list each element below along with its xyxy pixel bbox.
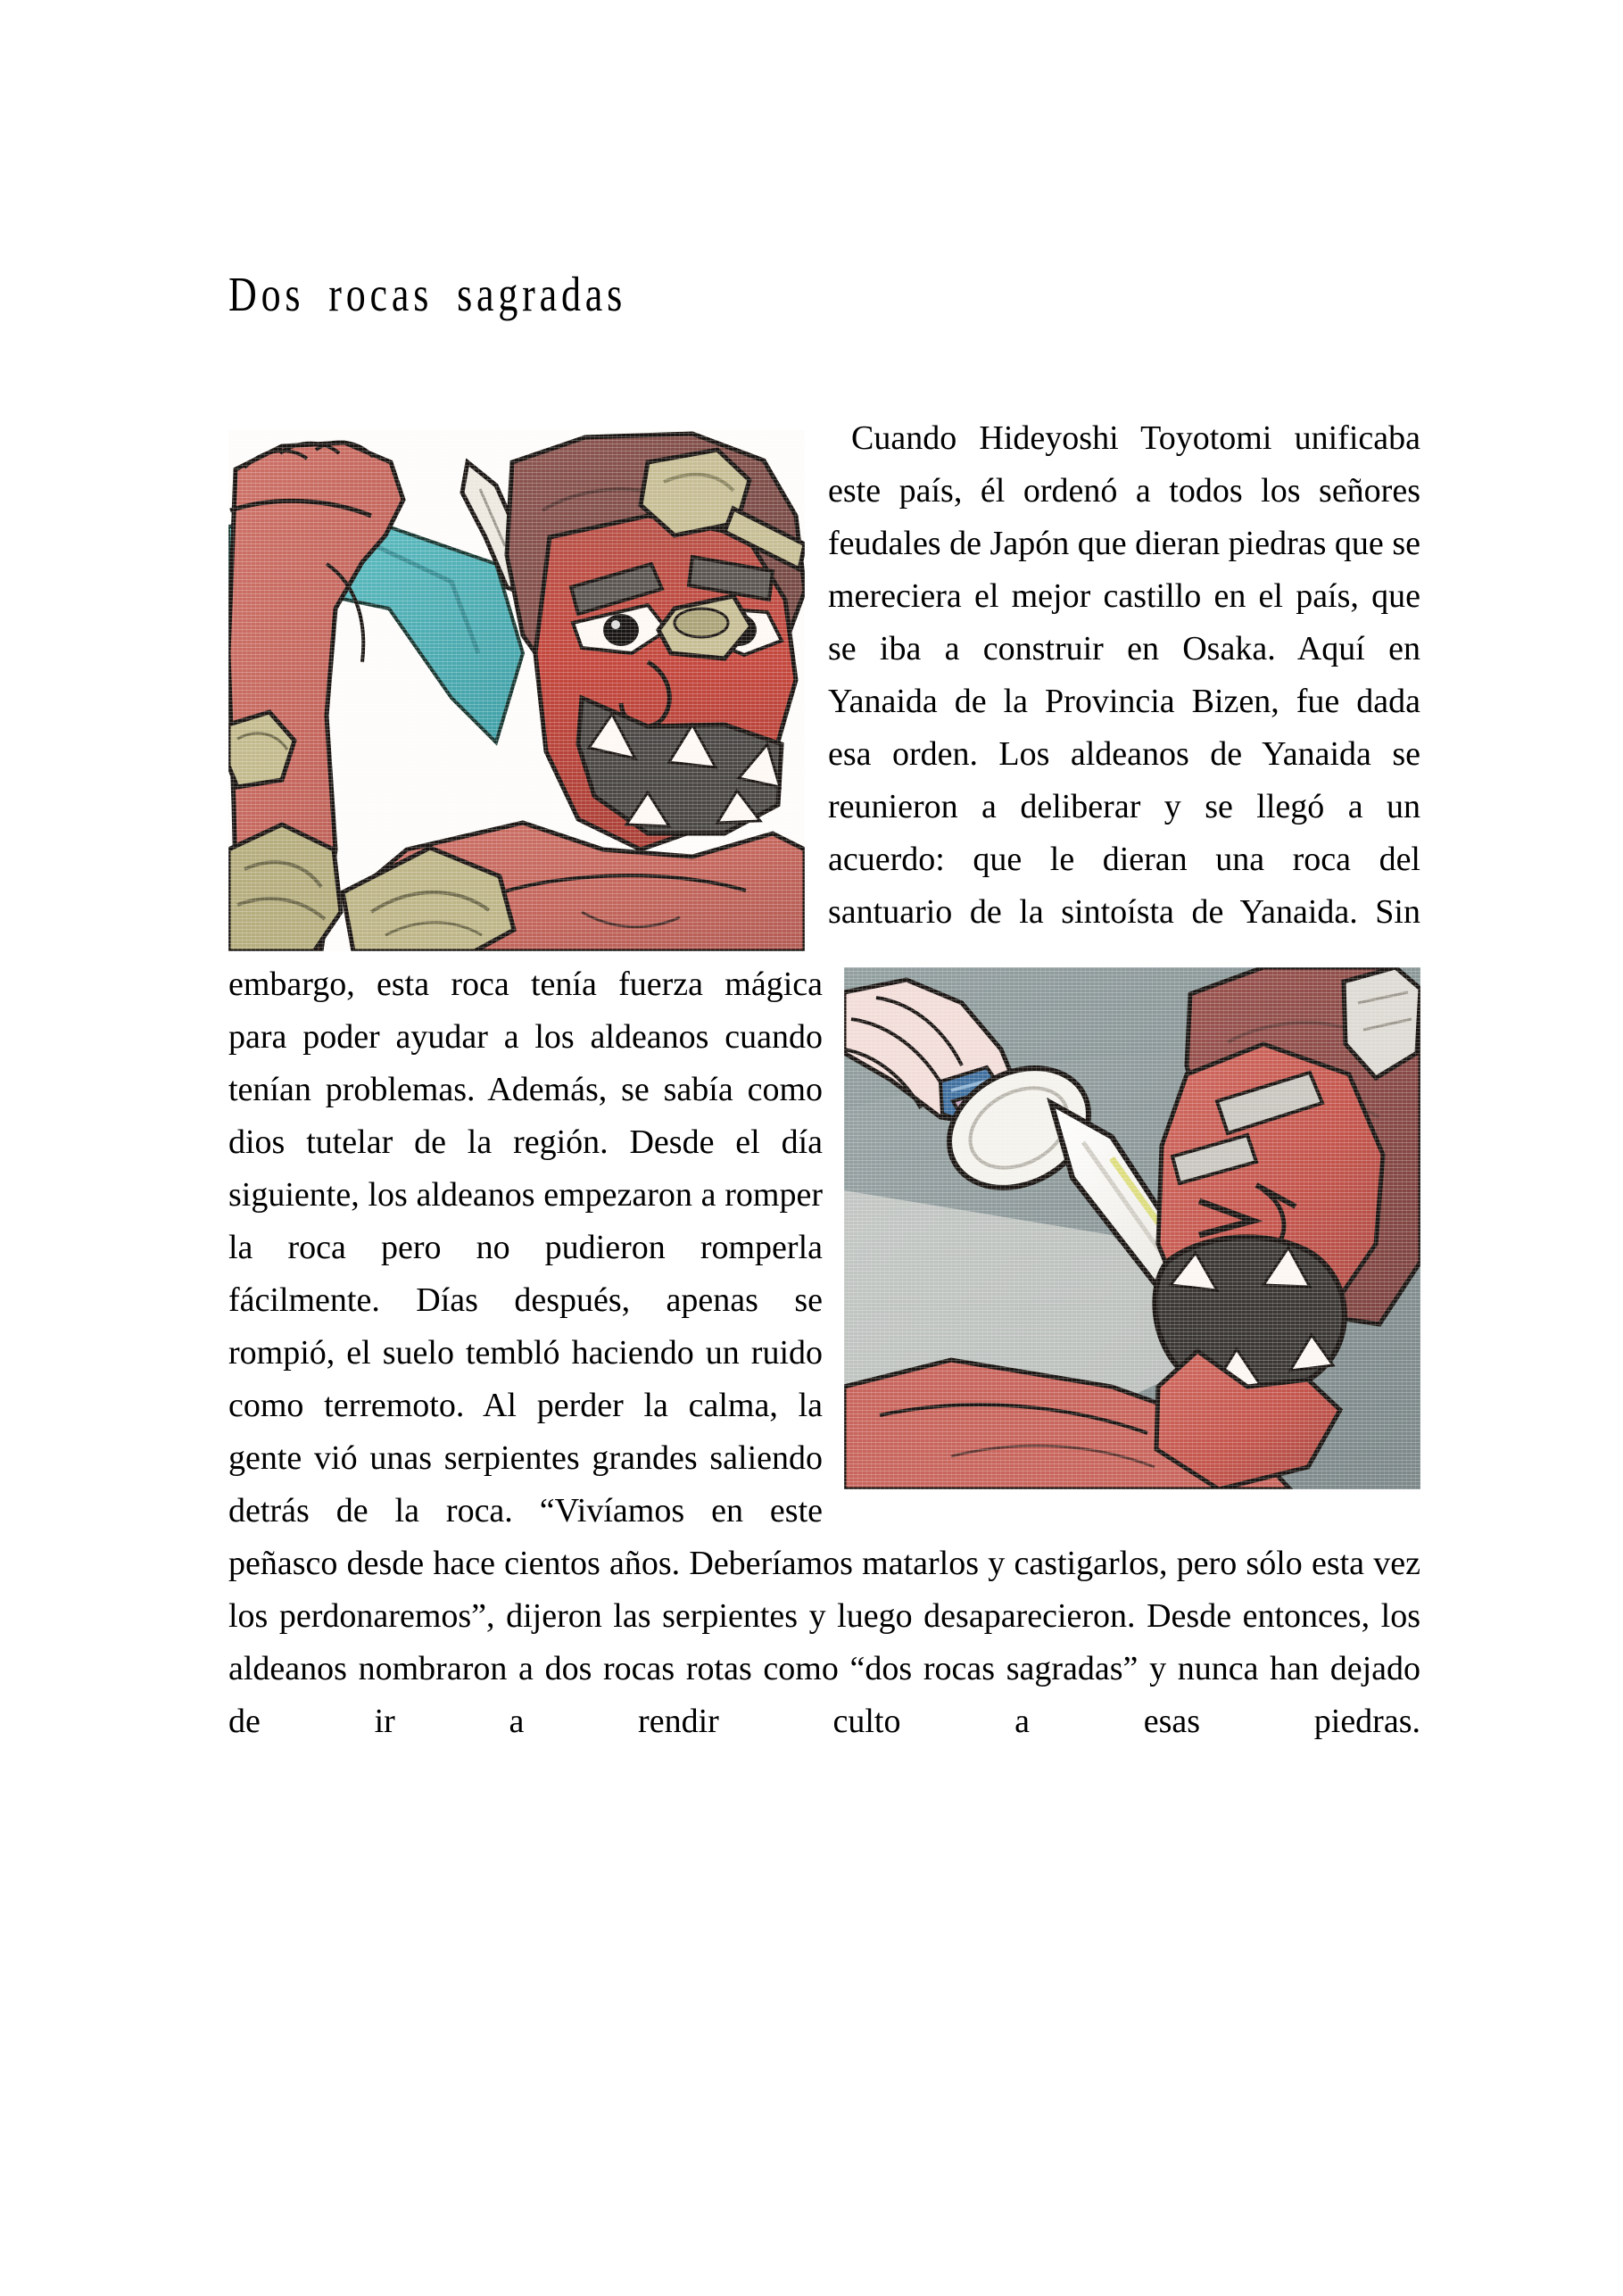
story-paragraph-text: Cuando Hideyoshi Toyotomi unificaba este país, él ordenó a todos los señores feudales de Japón que dieran piedras que se mereciera el mejor castillo en el país, que se iba a construir en Osaka. Aquí en Yanaida de la Provincia Bizen, fue dada esa orden. Los aldeanos de Yanaida se reunieron a deliberar y se llegó a un acuerdo: que le dieran una roca del santuario de la sintoísta de Yanaida. Sin embargo, esta roca tenía fuerza mágica para poder ayudar a los aldeanos cuando tenían problemas. Además, se sabía como dios tutelar de la región. Desde el día siguiente, los aldeanos empezaron a romper la roca pero no pudieron romperla fácilmente. Días después, apenas se rompió, el suelo tembló haciendo un ruido como terremoto. Al perder la calma, la gente vió unas serpientes grandes saliendo detrás de la roca. “Vivíamos en este peñasco desde hace cientos años. Deberíamos matarlos y castigarlos, pero sólo esta vez los perdonaremos”, dijeron las serpientes y luego desaparecieron. Desde entonces, los aldeanos nombraron a dos rocas rotas como “dos rocas sagradas” y nunca han dejado de ir a rendir culto a esas piedras. bbox=[228, 419, 1420, 1740]
red-oni-raising-fist-drawing bbox=[228, 430, 805, 951]
figure-oni-fist-canvas bbox=[228, 430, 805, 951]
sword-and-screaming-oni-drawing bbox=[844, 967, 1420, 1489]
page-title: Dos rocas sagradas bbox=[228, 267, 627, 321]
figure-oni-fist bbox=[228, 430, 805, 951]
figure-oni-sword-canvas bbox=[844, 967, 1420, 1489]
article-body bbox=[228, 412, 1420, 1801]
figure-oni-sword bbox=[844, 967, 1420, 1489]
